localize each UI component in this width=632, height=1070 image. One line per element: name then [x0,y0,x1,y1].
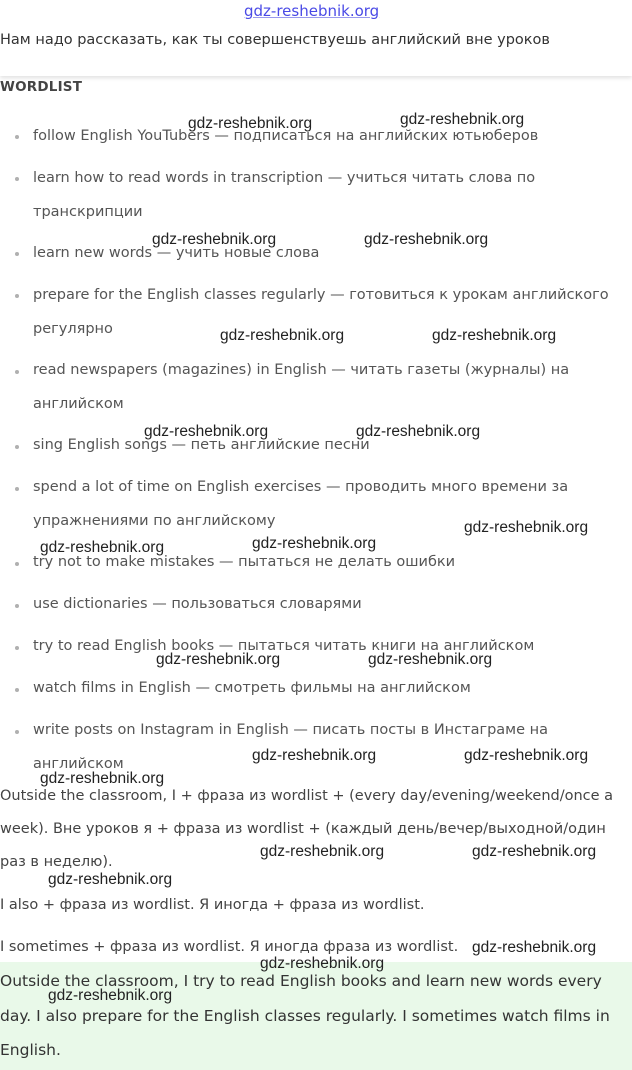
wordlist-title: WORDLIST [0,79,83,95]
site-watermark-link[interactable]: gdz-reshebnik.org [244,2,380,20]
bullet-icon [15,252,19,256]
bullet-icon [15,730,19,734]
watermark: gdz-reshebnik.org [472,843,597,860]
watermark: gdz-reshebnik.org [156,651,281,668]
watermark: gdz-reshebnik.org [368,651,493,668]
wordlist-item: learn new words — учить новые слова [33,245,320,261]
watermark: gdz-reshebnik.org [48,871,173,888]
bullet-icon [15,604,19,608]
watermark: gdz-reshebnik.org [464,747,589,764]
bullet-icon [15,688,19,692]
watermark: gdz-reshebnik.org [144,423,269,440]
wordlist-item: write posts on Instagram in English — писать посты в Инстаграме на английском [33,722,549,772]
bullet-icon [15,135,19,139]
bullet-icon [15,370,19,374]
task-description: Нам надо рассказать, как ты совершенствуешь английский вне уроков [0,32,550,48]
wordlist-item: read newspapers (magazines) in English — читать газеты (журналы) на английском [33,362,570,412]
wordlist-item: use dictionaries — пользоваться словарями [33,596,362,612]
watermark: gdz-reshebnik.org [364,231,489,248]
bullet-icon [15,487,19,491]
wordlist-item: prepare for the English classes regularly — готовиться к урокам английского регулярно [33,287,609,337]
watermark: gdz-reshebnik.org [464,519,589,536]
wordlist-item: try not to make mistakes — пытаться не делать ошибки [33,554,456,570]
wordlist-item: follow English YouTubers — подписаться на английских ютьюберов [33,128,539,144]
bullet-icon [15,294,19,298]
bullet-icon [15,177,19,181]
bullet-icon [15,445,19,449]
watermark: gdz-reshebnik.org [220,327,345,344]
pattern-outside-classroom: Outside the classroom, I + фраза из wordlist + (every day/evening/weekend/once a week). Вне уроков я + фраза из wordlist + (каждый день/вечер/выходной/один раз в неделю). [0,788,614,870]
wordlist-item: learn how to read words in transcription — учиться читать слова по транскрипции [33,170,536,220]
watermark: gdz-reshebnik.org [260,955,385,972]
watermark: gdz-reshebnik.org [432,327,557,344]
watermark: gdz-reshebnik.org [40,770,165,787]
watermark: gdz-reshebnik.org [356,423,481,440]
bullet-icon [15,646,19,650]
watermark: gdz-reshebnik.org [252,747,377,764]
watermark: gdz-reshebnik.org [188,115,313,132]
pattern-also: I also + фраза из wordlist. Я иногда + фраза из wordlist. [0,897,425,913]
wordlist-item: spend a lot of time on English exercises — проводить много времени за упражнениями по английскому [33,479,569,529]
wordlist-item: try to read English books — пытаться читать книги на английском [33,638,535,654]
wordlist-item: watch films in English — смотреть фильмы на английском [33,680,471,696]
watermark: gdz-reshebnik.org [252,535,377,552]
watermark: gdz-reshebnik.org [400,111,525,128]
pattern-sometimes: I sometimes + фраза из wordlist. Я иногда фраза из wordlist. [0,939,459,955]
watermark: gdz-reshebnik.org [152,231,277,248]
watermark: gdz-reshebnik.org [260,843,385,860]
watermark: gdz-reshebnik.org [472,939,597,956]
answer-text: Outside the classroom, I try to read English books and learn new words every day. I also prepare for the English classes regularly. I sometimes watch films in English. [0,972,610,1059]
watermark: gdz-reshebnik.org [40,539,165,556]
watermark: gdz-reshebnik.org [48,987,173,1004]
wordlist-item: sing English songs — петь английские песни [33,437,370,453]
bullet-icon [15,562,19,566]
